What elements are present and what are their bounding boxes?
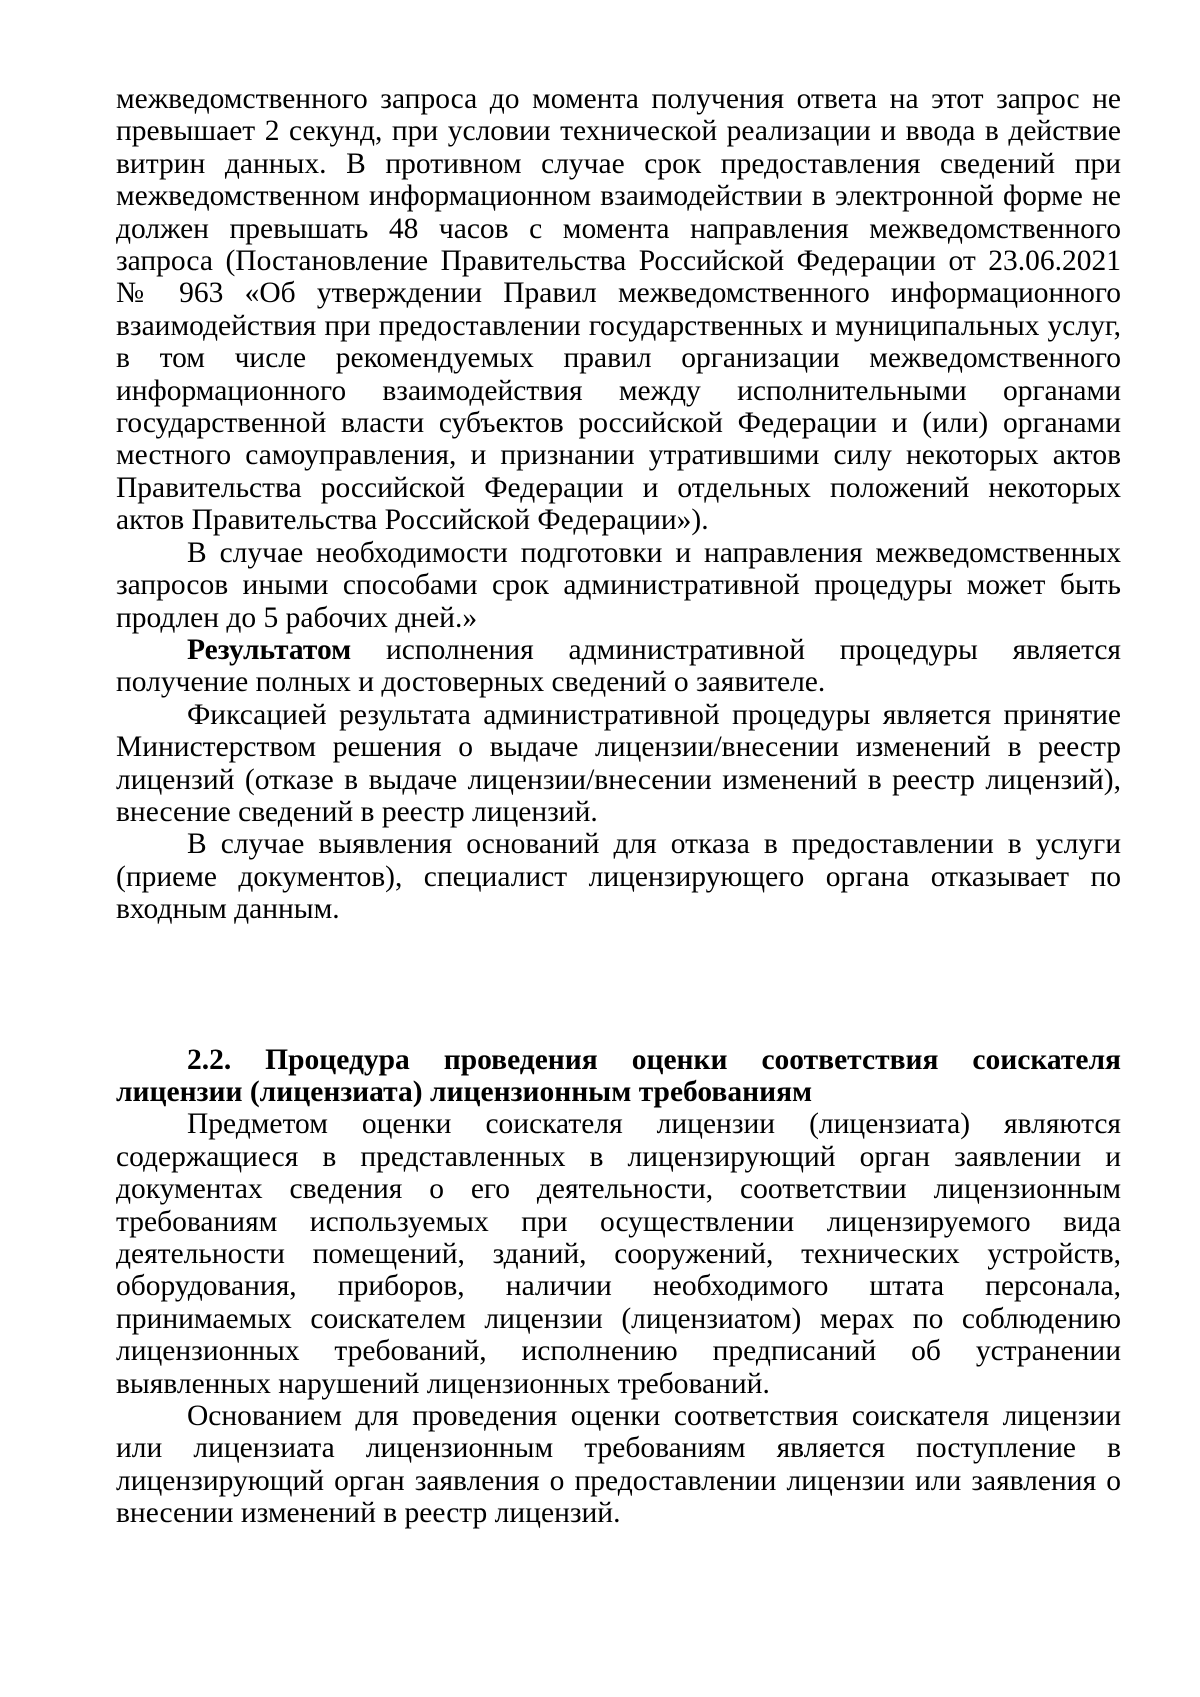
paragraph-interagency-request-deadline: межведомственного запроса до момента получения ответа на этот запрос не превышает 2 секунд, при условии технической реализации и ввода в действие витрин данных. В противном случае срок предоставления сведений при межведомственном информационном взаимодействии в электронной форме не должен превышать 48 часов с момента направления межведомственного запроса (Постановление Правительства Российской Федерации от 23.06.2021 № 963 «Об утверждении Правил межведомственного информационного взаимодействия при предоставлении государственных и муниципальных услуг, в том числе рекомендуемых правил организации межведомственного информационного взаимодействия между исполнительными органами государственной власти субъектов российской Федерации и (или) органами местного самоуправления, и признании утратившими силу некоторых актов Правительства российской Федерации и отдельных положений некоторых актов Правительства Российской Федерации»). bbox=[116, 83, 1121, 537]
section-heading-2-2: 2.2. Процедура проведения оценки соответствия соискателя лицензии (лицензиата) лицензионным требованиям bbox=[116, 1043, 1121, 1108]
document-page bbox=[116, 83, 1121, 1530]
paragraph-refusal-grounds: В случае выявления оснований для отказа в предоставлении в услуги (приеме документов), специалист лицензирующего органа отказывает по входным данным. bbox=[116, 828, 1121, 926]
result-text: исполнения административной процедуры является получение полных и достоверных сведений о заявителе. bbox=[116, 633, 1121, 699]
paragraph-assessment-basis: Основанием для проведения оценки соответствия соискателя лицензии или лицензиата лицензионным требованиям является поступление в лицензирующий орган заявления о предоставлении лицензии или заявления о внесении изменений в реестр лицензий. bbox=[116, 1400, 1121, 1530]
paragraph-assessment-subject: Предметом оценки соискателя лицензии (лицензиата) являются содержащиеся в представленных в лицензирующий орган заявлении и документах сведения о его деятельности, соответствии лицензионным требованиям используемых при осуществлении лицензируемого вида деятельности помещений, зданий, сооружений, технических устройств, оборудования, приборов, наличии необходимого штата персонала, принимаемых соискателем лицензии (лицензиатом) мерах по соблюдению лицензионных требований, исполнению предписаний об устранении выявленных нарушений лицензионных требований. bbox=[116, 1108, 1121, 1400]
paragraph-result-fixation: Фиксацией результата административной процедуры является принятие Министерством решения о выдаче лицензии/внесении изменений в реестр лицензий (отказе в выдаче лицензии/внесении изменений в реестр лицензий), внесение сведений в реестр лицензий. bbox=[116, 698, 1121, 828]
paragraph-procedure-result bbox=[116, 634, 1121, 699]
paragraph-procedure-extension: В случае необходимости подготовки и направления межведомственных запросов иными способами срок административной процедуры может быть продлен до 5 рабочих дней.» bbox=[116, 536, 1121, 634]
result-term: Результатом bbox=[187, 633, 352, 666]
